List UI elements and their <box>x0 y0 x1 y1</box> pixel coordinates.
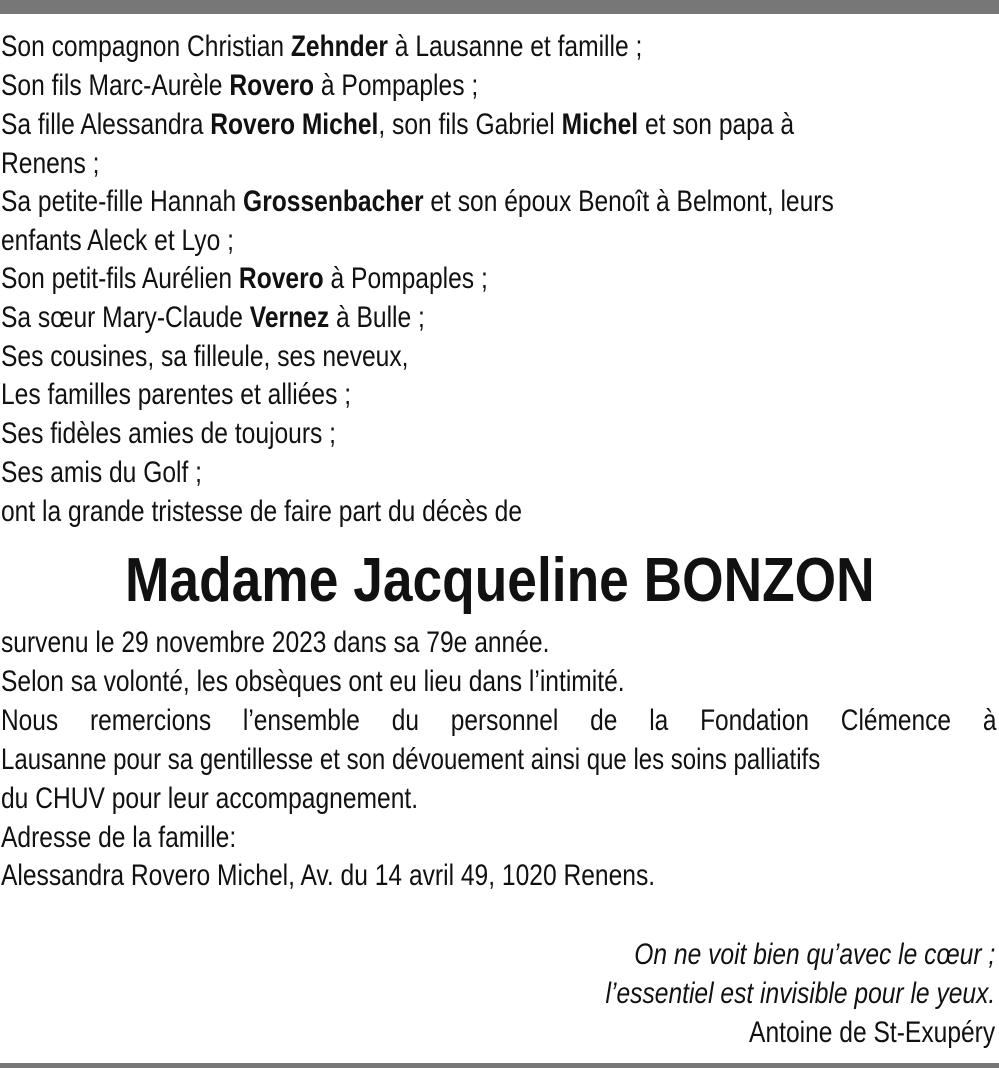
announcement-line <box>1 492 522 531</box>
quote-line-2 <box>605 974 995 1013</box>
text: Sa petite-fille Hannah <box>1 185 244 218</box>
deceased-name-heading <box>0 546 999 616</box>
word: à <box>982 704 997 737</box>
text: Ses fidèles amies de toujours ; <box>1 417 337 450</box>
family-line-cousins <box>1 337 408 376</box>
word: Fondation <box>700 704 809 737</box>
family-address <box>1 856 655 895</box>
text: et son époux Benoît à Belmont, leurs <box>423 185 834 218</box>
text: Selon sa volonté, les obsèques ont eu lieu dans l’intimité. <box>1 665 625 698</box>
surname: Zehnder <box>290 30 388 63</box>
family-line-friends <box>1 414 336 453</box>
text: ont la grande tristesse de faire part du décès de <box>1 495 523 528</box>
text: Son fils Marc-Aurèle <box>1 69 230 102</box>
surname: Rovero Michel <box>210 108 379 141</box>
deceased-name: Madame Jacqueline BONZON <box>124 546 875 615</box>
quote-line-1 <box>634 935 995 974</box>
family-line-families <box>1 375 351 414</box>
death-date-line <box>1 623 549 662</box>
top-rule <box>0 0 999 14</box>
family-line-sister <box>1 298 425 337</box>
text: Antoine de St-Exupéry <box>748 1016 995 1049</box>
text: Son petit-fils Aurélien <box>1 262 239 295</box>
word: remercions <box>89 704 212 737</box>
word: personnel <box>450 704 559 737</box>
family-line-granddaughter <box>1 182 834 221</box>
text: Alessandra Rovero Michel, Av. du 14 avril 49, 1020 Renens. <box>1 859 656 892</box>
bottom-rule <box>0 1063 999 1068</box>
text: Ses amis du Golf ; <box>1 456 202 489</box>
text: Les familles parentes et alliées ; <box>1 378 352 411</box>
word: du <box>391 704 419 737</box>
surname: Rovero <box>229 69 315 102</box>
word: la <box>649 704 669 737</box>
family-line-companion <box>1 27 642 66</box>
surname: Grossenbacher <box>243 185 424 218</box>
surname: Michel <box>561 108 639 141</box>
thanks-line-1 <box>1 701 997 740</box>
word: Clémence <box>840 704 952 737</box>
word: l’ensemble <box>242 704 360 737</box>
family-line-son <box>1 66 478 105</box>
text: à Pompaples ; <box>323 262 488 295</box>
text: Lausanne pour sa gentillesse et son dévouement ainsi que les soins palliatifs <box>1 743 821 776</box>
text: Adresse de la famille: <box>1 821 237 854</box>
text: On ne voit bien qu’avec le cœur ; <box>634 938 995 971</box>
text: à Lausanne et famille ; <box>387 30 643 63</box>
word: de <box>590 704 618 737</box>
funeral-line <box>1 662 625 701</box>
family-line-granddaughter-cont <box>1 221 234 260</box>
text: et son papa à <box>638 108 795 141</box>
word: Nous <box>1 704 59 737</box>
text: , son fils Gabriel <box>378 108 562 141</box>
thanks-line-3 <box>1 779 418 818</box>
surname: Vernez <box>249 301 330 334</box>
text: Sa fille Alessandra <box>1 108 211 141</box>
text: l’essentiel est invisible pour le yeux. <box>605 977 995 1010</box>
family-line-daughter-cont <box>1 144 99 183</box>
family-line-golf <box>1 453 202 492</box>
family-line-grandson <box>1 259 488 298</box>
text: à Bulle ; <box>329 301 425 334</box>
text: Renens ; <box>1 147 100 180</box>
text: enfants Aleck et Lyo ; <box>1 224 234 257</box>
text: survenu le 29 novembre 2023 dans sa 79e année. <box>1 626 550 659</box>
quote-author <box>749 1013 995 1052</box>
text: à Pompaples ; <box>314 69 479 102</box>
surname: Rovero <box>238 262 324 295</box>
text: Son compagnon Christian <box>1 30 291 63</box>
address-label <box>1 818 236 857</box>
text: Sa sœur Mary-Claude <box>1 301 250 334</box>
text: Ses cousines, sa filleule, ses neveux, <box>1 340 409 373</box>
thanks-line-2 <box>1 740 820 779</box>
family-line-daughter <box>1 105 794 144</box>
text: du CHUV pour leur accompagnement. <box>1 782 419 815</box>
